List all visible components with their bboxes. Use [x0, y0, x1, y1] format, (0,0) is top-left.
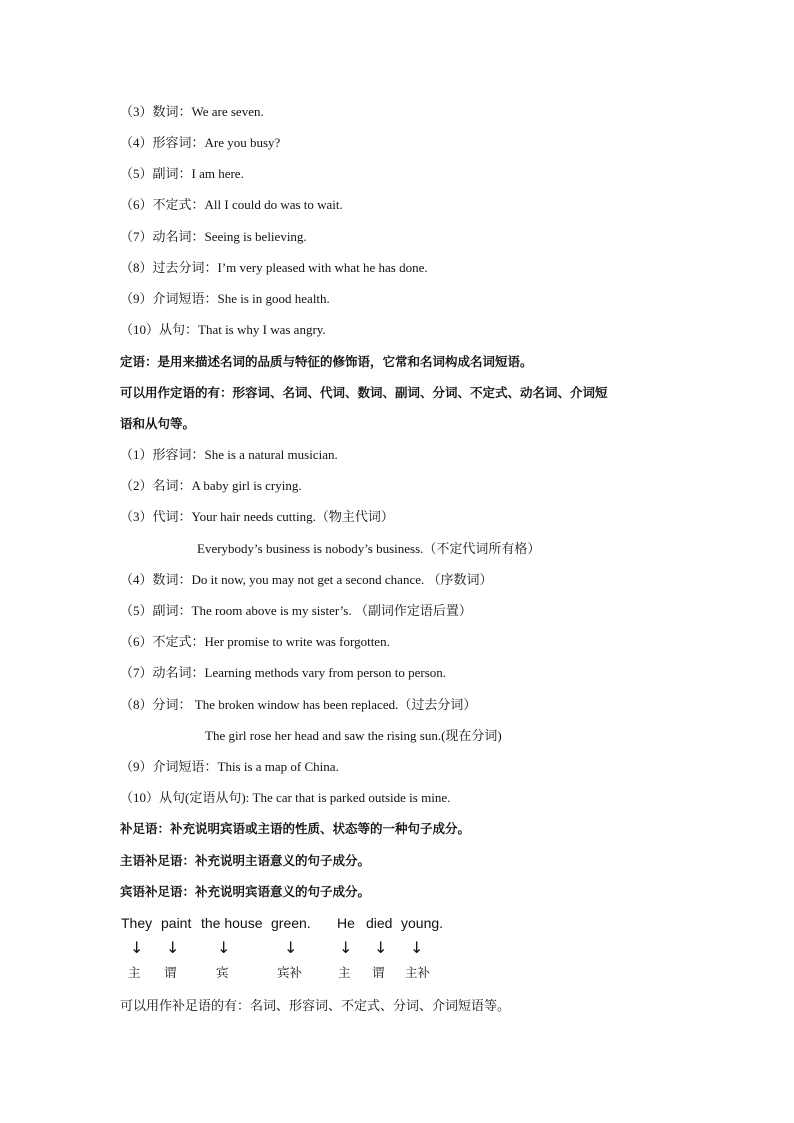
- down-arrow-icon: ↓: [374, 938, 388, 957]
- text-line: （3）代词：Your hair needs cutting.（物主代词）: [120, 509, 394, 524]
- text-line: Everybody’s business is nobody’s business.（不定代词所有格）: [197, 541, 541, 556]
- text-line: （8）分词： The broken window has been replaced.（过去分词）: [120, 697, 477, 712]
- text-line: （10）从句(定语从句): The car that is parked outside is mine.: [120, 790, 451, 805]
- down-arrow-icon: ↓: [339, 938, 353, 957]
- down-arrow-icon: ↓: [130, 938, 144, 957]
- diagram-word-died: died: [366, 915, 393, 931]
- diagram-label-object: 宾: [216, 965, 229, 980]
- diagram-label-predicate: 谓: [164, 965, 177, 980]
- heading-line: 宾语补足语：补充说明宾语意义的句子成分。: [120, 884, 371, 899]
- diagram-word-they: They: [121, 915, 153, 931]
- text-line: （6）不定式：All I could do was to wait.: [120, 197, 343, 212]
- text-line: （7）动名词：Learning methods vary from person to person.: [120, 665, 447, 680]
- diagram-label-subject: 主: [128, 965, 141, 980]
- diagram-word-paint: paint: [161, 915, 192, 931]
- diagram-word-green: green.: [271, 915, 311, 931]
- diagram-label-predicate-2: 谓: [372, 965, 385, 980]
- heading-line: 补足语：补充说明宾语或主语的性质、状态等的一种句子成分。: [120, 821, 471, 836]
- text-line: （9）介词短语：This is a map of China.: [120, 759, 339, 774]
- text-line: （9）介词短语：She is in good health.: [120, 291, 330, 306]
- text-line: （6）不定式：Her promise to write was forgotten.: [120, 634, 390, 649]
- diagram-label-object-complement: 宾补: [277, 965, 303, 980]
- down-arrow-icon: ↓: [410, 938, 424, 957]
- text-line: （1）形容词：She is a natural musician.: [120, 447, 338, 462]
- heading-line: 主语补足语：补充说明主语意义的句子成分。: [120, 853, 371, 868]
- text-line: （3）数词：We are seven.: [120, 104, 264, 119]
- text-line: （5）副词：The room above is my sister’s. （副词作定语后置）: [120, 603, 472, 618]
- diagram-word-he: He: [337, 915, 355, 931]
- text-line: （2）名词：A baby girl is crying.: [120, 478, 302, 493]
- text-line: （10）从句：That is why I was angry.: [120, 322, 326, 337]
- text-line: （5）副词：I am here.: [120, 166, 244, 181]
- text-line: （4）数词：Do it now, you may not get a second chance. （序数词）: [120, 572, 493, 587]
- text-line: （8）过去分词：I’m very pleased with what he has done.: [120, 260, 428, 275]
- heading-line: 可以用作定语的有：形容词、名词、代词、数词、副词、分词、不定式、动名词、介词短: [120, 385, 608, 400]
- text-line: （4）形容词：Are you busy?: [120, 135, 281, 150]
- diagram-label-subject-complement: 主补: [405, 965, 431, 980]
- text-line: The girl rose her head and saw the rising sun.(现在分词): [205, 728, 502, 743]
- heading-line: 语和从句等。: [120, 416, 196, 431]
- footer-line: 可以用作补足语的有：名词、形容词、不定式、分词、介词短语等。: [120, 999, 511, 1014]
- diagram-word-the-house: the house: [201, 915, 263, 931]
- down-arrow-icon: ↓: [166, 938, 180, 957]
- heading-line: 定语：是用来描述名词的品质与特征的修饰语，它常和名词构成名词短语。: [120, 354, 533, 369]
- diagram-word-young: young.: [401, 915, 444, 931]
- text-line: （7）动名词：Seeing is believing.: [120, 229, 307, 244]
- diagram-label-subject-2: 主: [338, 965, 351, 980]
- down-arrow-icon: ↓: [284, 938, 298, 957]
- down-arrow-icon: ↓: [217, 938, 231, 957]
